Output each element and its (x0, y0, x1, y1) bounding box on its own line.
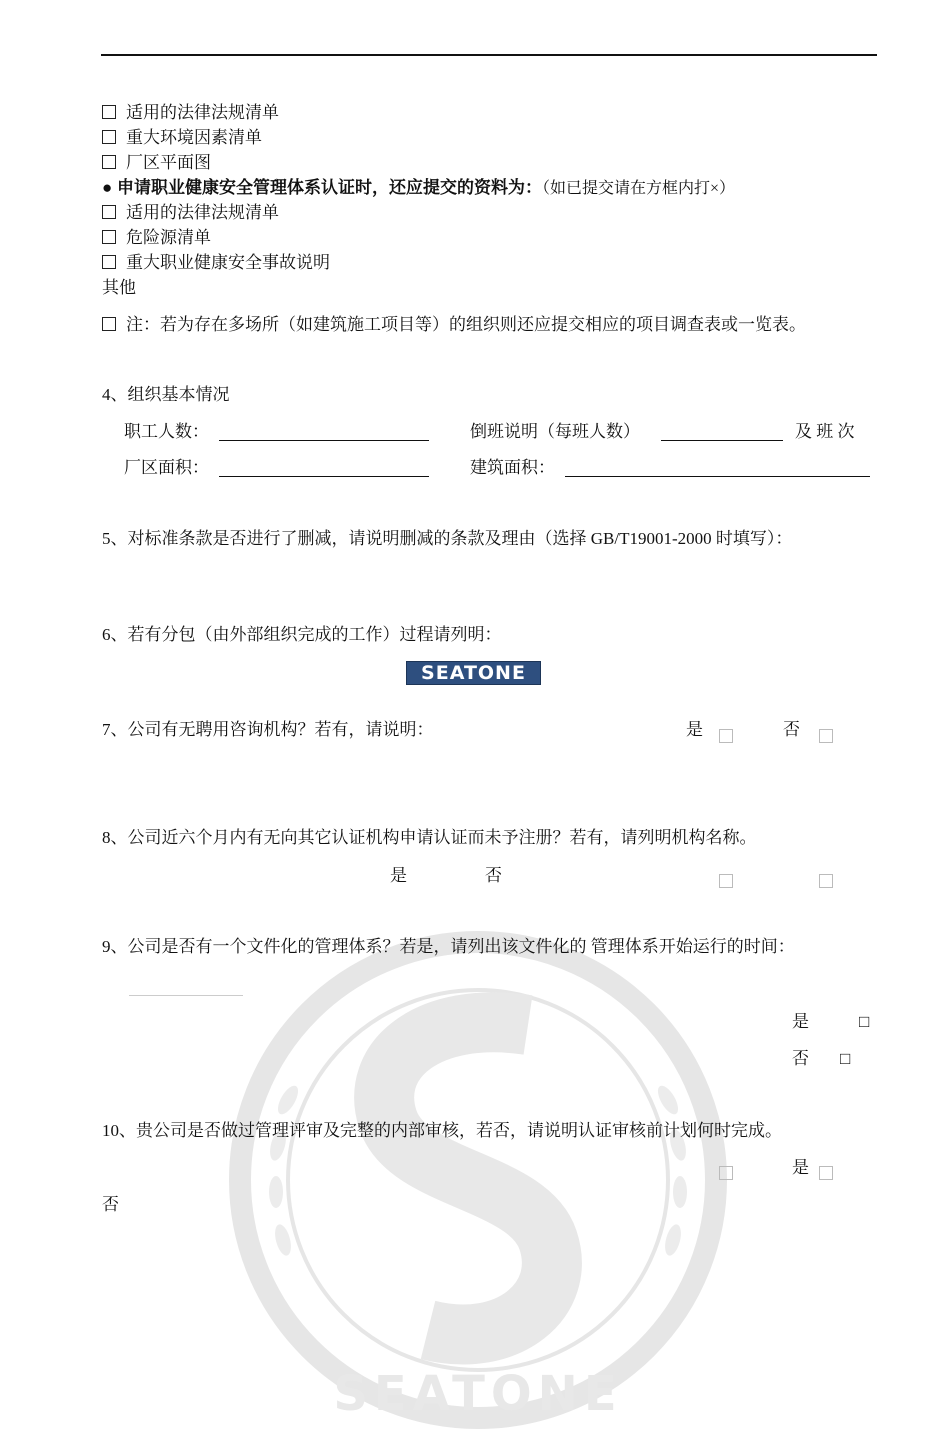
other-label: 其他 (102, 278, 136, 297)
s7-no-label: 否 (783, 720, 800, 739)
s8-no-checkbox[interactable] (819, 874, 833, 888)
checkbox[interactable] (102, 205, 116, 219)
s9-yes-checkbox[interactable]: □ (859, 1012, 870, 1031)
s9-no-checkbox[interactable]: □ (840, 1049, 851, 1068)
seatone-logo: SEATONE (406, 661, 541, 685)
note-item[interactable]: 注：若为存在多场所（如建筑施工项目等）的组织则还应提交相应的项目调查表或一览表。 (102, 316, 806, 333)
s10-checkbox-1[interactable] (719, 1166, 733, 1180)
staff-label: 职工人数： (124, 422, 209, 441)
shift-label: 倒班说明（每班人数） (470, 422, 640, 441)
shift-suffix: 及 班 次 (795, 422, 855, 441)
watermark-text: SEATONE (333, 1366, 623, 1422)
s8-yes-checkbox[interactable] (719, 874, 733, 888)
checkbox[interactable] (102, 255, 116, 269)
checkbox[interactable] (102, 105, 116, 119)
s7-title: 7、公司有无聘用咨询机构？若有，请说明： (102, 720, 434, 739)
checkbox[interactable] (102, 155, 116, 169)
env-item-1[interactable]: 适用的法律法规清单 (102, 104, 279, 121)
s8-no-label: 否 (485, 866, 502, 885)
s7-yes-label: 是 (686, 720, 703, 739)
s10-no-label: 否 (102, 1195, 119, 1214)
s9-yes-label: 是 (792, 1012, 809, 1031)
ohs-heading: ● 申请职业健康安全管理体系认证时，还应提交的资料为：（如已提交请在方框内打×） (102, 178, 736, 197)
header-rule (101, 54, 877, 56)
s9-title: 9、公司是否有一个文件化的管理体系？若是，请列出该文件化的 管理体系开始运行的时间： (102, 937, 795, 956)
env-item-2[interactable]: 重大环境因素清单 (102, 129, 262, 146)
watermark-seal (228, 930, 728, 1430)
ohs-item-3[interactable]: 重大职业健康安全事故说明 (102, 254, 330, 271)
staff-field[interactable] (219, 440, 429, 441)
s9-no-label: 否 (792, 1049, 809, 1068)
s4-title: 4、组织基本情况 (102, 385, 230, 404)
s6-title: 6、若有分包（由外部组织完成的工作）过程请列明： (102, 625, 502, 644)
ohs-item-2[interactable]: 危险源清单 (102, 229, 211, 246)
checkbox[interactable] (102, 317, 116, 331)
area-field[interactable] (219, 476, 429, 477)
s9-date-field[interactable] (129, 995, 243, 996)
s10-title: 10、贵公司是否做过管理评审及完整的内部审核，若否，请说明认证审核前计划何时完成。 (102, 1121, 782, 1140)
s8-title: 8、公司近六个月内有无向其它认证机构申请认证而未予注册？若有，请列明机构名称。 (102, 828, 757, 847)
s7-yes-checkbox[interactable] (719, 729, 733, 743)
env-item-3[interactable]: 厂区平面图 (102, 154, 211, 171)
s10-checkbox-2[interactable] (819, 1166, 833, 1180)
area-label: 厂区面积： (124, 458, 209, 477)
ohs-item-1[interactable]: 适用的法律法规清单 (102, 204, 279, 221)
s10-yes-label: 是 (792, 1158, 809, 1177)
building-label: 建筑面积： (470, 458, 555, 477)
checkbox[interactable] (102, 130, 116, 144)
shift-field[interactable] (661, 440, 783, 441)
s8-yes-label: 是 (390, 866, 407, 885)
checkbox[interactable] (102, 230, 116, 244)
s7-no-checkbox[interactable] (819, 729, 833, 743)
building-field[interactable] (565, 476, 870, 477)
s5-title: 5、对标准条款是否进行了删减，请说明删减的条款及理由（选择 GB/T19001-2000 时填写）： (102, 529, 793, 548)
